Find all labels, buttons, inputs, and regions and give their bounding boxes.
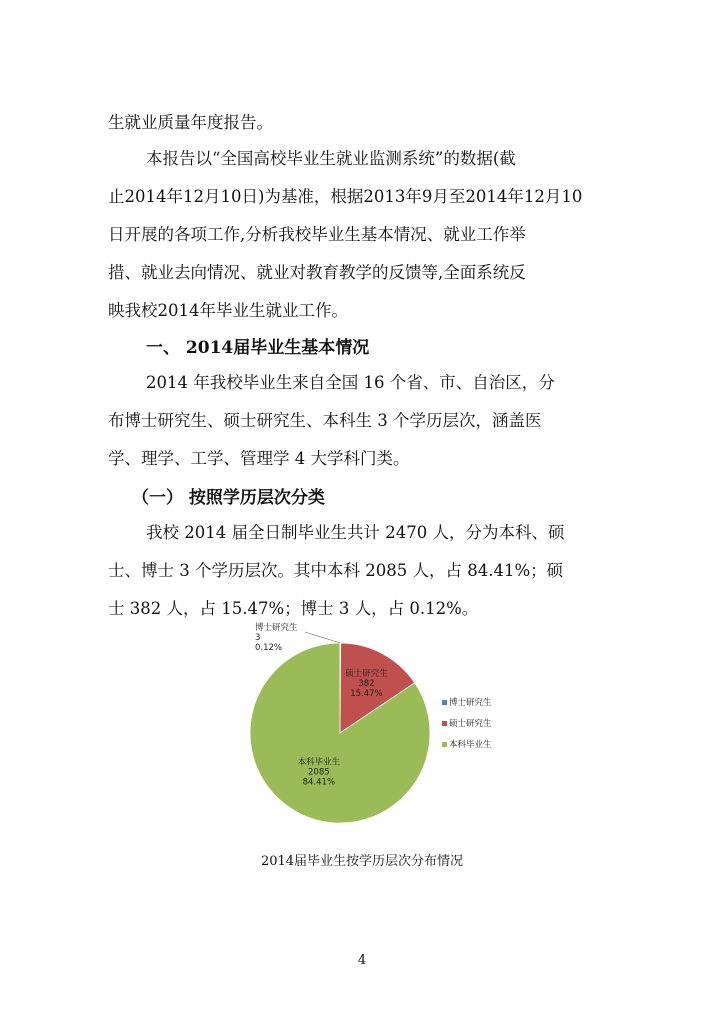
legend-swatch [442, 721, 447, 726]
body-text-line: 生就业质量年度报告。 [108, 112, 273, 132]
body-text-line: 2014 年我校毕业生来自全国 16 个省、市、自治区，分 [146, 372, 555, 392]
pie-data-label: 2085 [308, 767, 330, 778]
pie-data-label: 3 [255, 633, 261, 643]
body-text-line: 我校 2014 届全日制毕业生共计 2470 人，分为本科、硕 [146, 522, 565, 542]
body-text-line: 日开展的各项工作,分析我校毕业生基本情况、就业工作举 [108, 224, 526, 244]
pie-data-label: 382 [358, 678, 375, 689]
pie-data-label: 硕士研究生 [345, 668, 388, 679]
legend-label: 硕士研究生 [449, 719, 492, 729]
body-text-line: 学、理学、工学、管理学 4 大学科门类。 [108, 448, 410, 468]
pie-data-label: 0.12% [255, 643, 283, 653]
pie-data-label: 本科毕业生 [297, 757, 341, 768]
page-number: 4 [357, 953, 367, 968]
legend-swatch [442, 742, 447, 747]
pie-data-label: 84.41% [302, 777, 336, 788]
subsection-heading: （一） 按照学历层次分类 [132, 488, 325, 508]
section-heading: 一、 2014届毕业生基本情况 [146, 338, 370, 358]
figure-caption: 2014届毕业生按学历层次分布情况 [260, 854, 464, 869]
education-level-pie-chart [230, 615, 530, 830]
body-text-line: 映我校2014年毕业生就业工作。 [108, 300, 348, 320]
legend-label: 博士研究生 [449, 698, 492, 708]
legend-swatch [442, 700, 447, 705]
body-text-line: 士、博士 3 个学历层次。其中本科 2085 人，占 84.41%；硕 [108, 560, 564, 580]
body-text-line: 士 382 人，占 15.47%；博士 3 人，占 0.12%。 [108, 598, 479, 618]
legend-label: 本科毕业生 [449, 740, 492, 750]
pie-data-label: 15.47% [350, 688, 383, 699]
body-text-line: 本报告以“全国高校毕业生就业监测系统”的数据(截 [146, 148, 516, 168]
body-text-line: 布博士研究生、硕士研究生、本科生 3 个学历层次，涵盖医 [108, 410, 542, 430]
leader-line [305, 632, 340, 643]
body-text-line: 止2014年12月10日)为基准，根据2013年9月至2014年12月10 [108, 186, 583, 206]
body-text-line: 措、就业去向情况、就业对教育教学的反馈等,全面系统反 [108, 262, 526, 282]
pie-data-label: 博士研究生 [255, 623, 298, 633]
